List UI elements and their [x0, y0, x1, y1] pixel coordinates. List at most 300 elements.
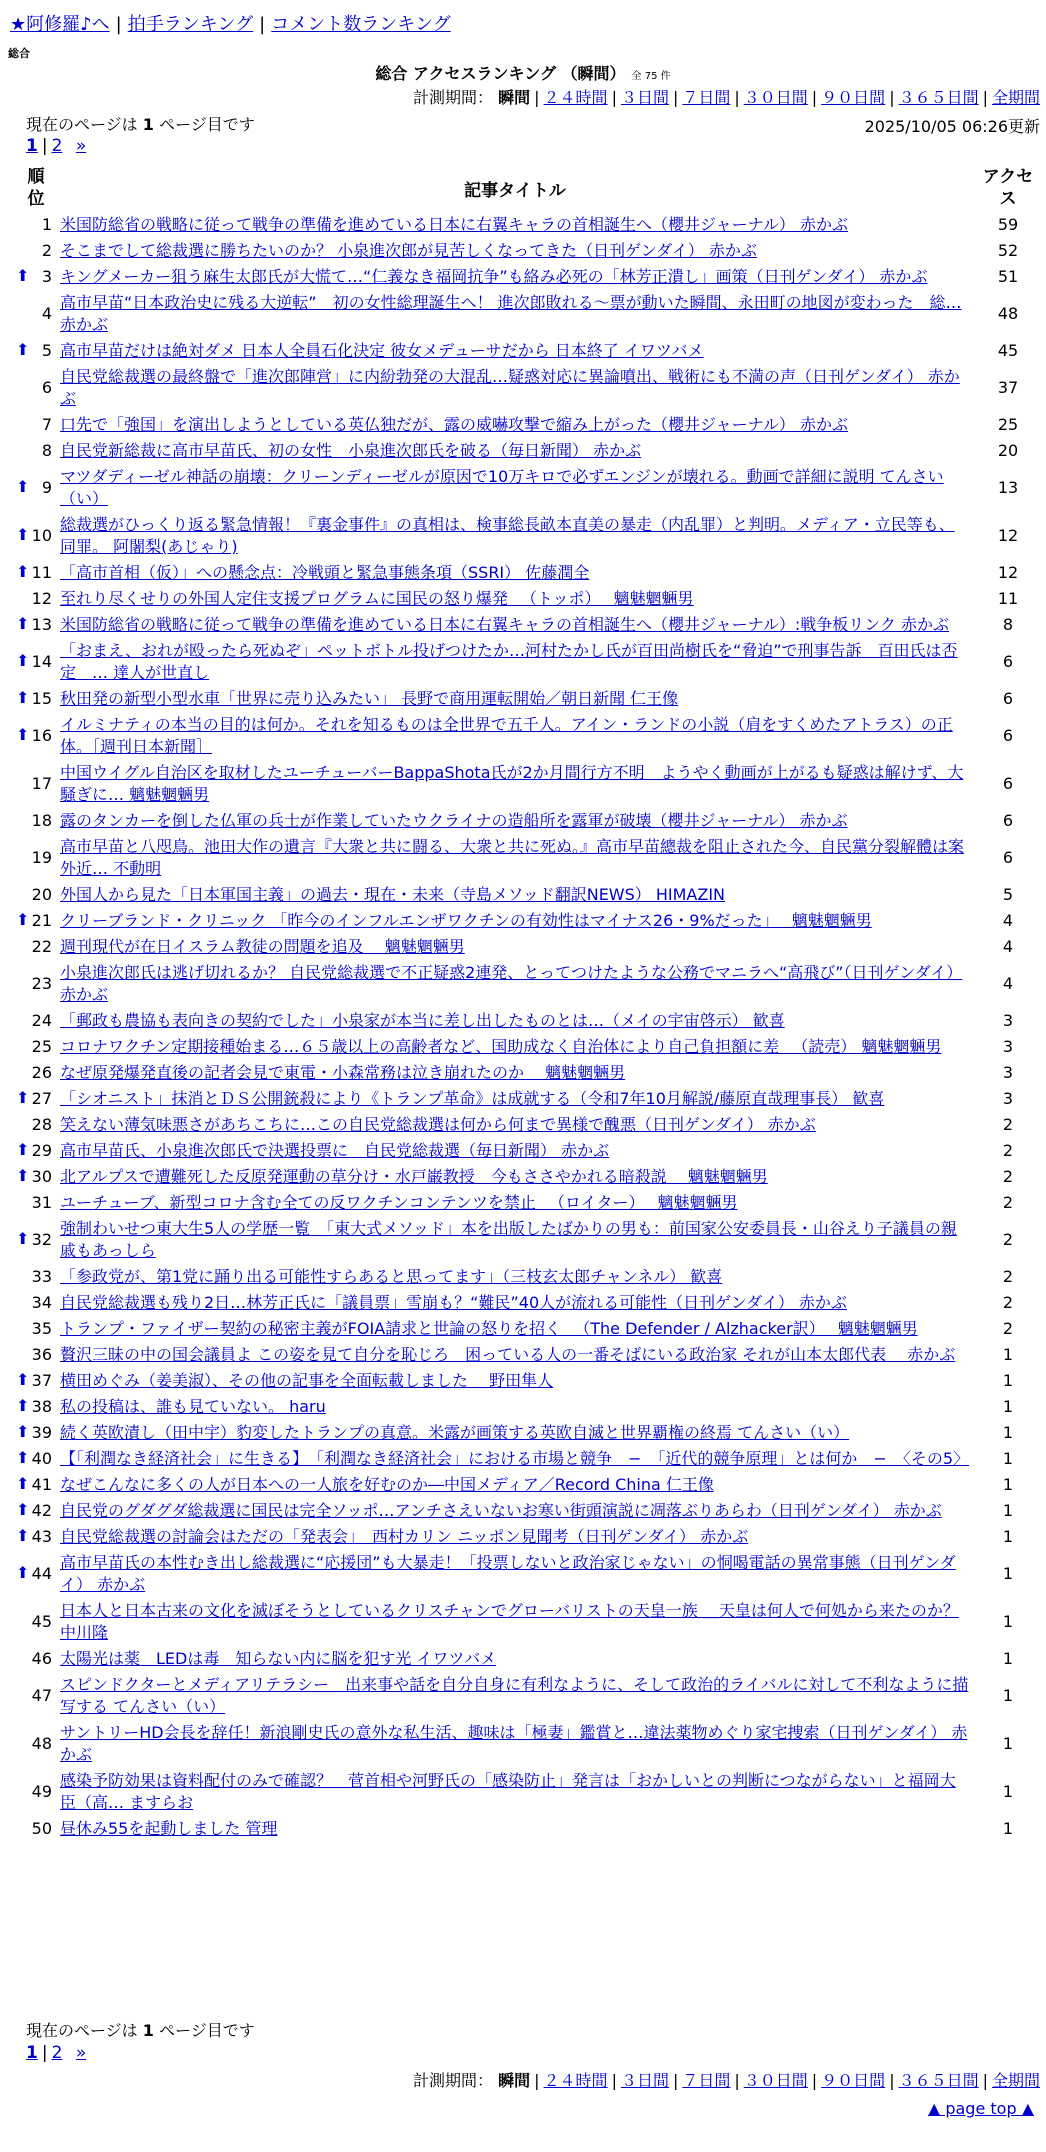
- rank-cell: [16, 1164, 56, 1190]
- rank-cell: [16, 1394, 56, 1420]
- article-title-link[interactable]: 笑えない薄気味悪さがあちこちに…この自民党総裁選は何から何まで異様で醜悪（日刊ゲンダイ） 赤かぶ: [60, 1115, 816, 1134]
- rank-number: 41: [31, 1475, 52, 1494]
- access-count: 4: [1002, 974, 1014, 993]
- rank-cell: [16, 338, 56, 364]
- article-title-link[interactable]: 贅沢三昧の中の国会議員よ この姿を見て自分を恥じろ 困っている人の一番そばにいる政治家 それが山本太郎代表 赤かぶ: [60, 1345, 956, 1364]
- access-count: 1: [1002, 1686, 1014, 1705]
- rank-up-arrow-icon: ⬆: [16, 525, 30, 545]
- comment-ranking-link[interactable]: コメント数ランキング: [271, 14, 451, 35]
- rank-number: 17: [31, 774, 52, 793]
- access-count: 59: [997, 215, 1019, 234]
- rank-number: 25: [31, 1037, 52, 1056]
- article-title-link[interactable]: 横田めぐみ（姜美淑）、その他の記事を全面転載しました 野田隼人: [60, 1371, 554, 1390]
- rank-cell: [16, 808, 56, 834]
- article-title-link[interactable]: イルミナティの本当の目的は何か。それを知るものは全世界で五千人。アイン・ランドの小説（肩をすくめたアトラス）の正体。［週刊日本新聞］: [60, 715, 953, 756]
- article-title-link[interactable]: 露のタンカーを倒した仏軍の兵士が作業していたウクライナの造船所を露軍が破壊（櫻井ジャーナル） 赤かぶ: [60, 811, 848, 830]
- table-row: [16, 1316, 1042, 1342]
- access-count: 5: [1002, 885, 1014, 904]
- article-title-link[interactable]: 北アルプスで遭難死した反原発運動の草分け・水戸巌教授 今もささやかれる暗殺説 魑魅魍魎男: [60, 1167, 768, 1186]
- rank-number: 5: [41, 341, 52, 360]
- table-row: [16, 712, 1042, 760]
- title-cell: [56, 1672, 974, 1720]
- rank-number: 11: [31, 563, 52, 582]
- title-cell: [56, 1008, 974, 1034]
- rank-cell: [16, 1086, 56, 1112]
- access-count: 1: [1002, 1819, 1014, 1838]
- period-365d-link[interactable]: ３６５日間: [898, 88, 979, 107]
- table-row: [16, 808, 1042, 834]
- rank-up-arrow-icon: ⬆: [16, 1526, 30, 1546]
- title-cell: [56, 1264, 974, 1290]
- access-count: 12: [997, 563, 1019, 582]
- access-count: 6: [1002, 848, 1014, 867]
- rank-cell: [16, 1446, 56, 1472]
- title-cell: [56, 1498, 974, 1524]
- table-row: [16, 934, 1042, 960]
- article-title-link[interactable]: 外国人から見た「日本軍国主義」の過去・現在・未来（寺島メソッド翻訳NEWS） HIMAZIN: [60, 885, 726, 904]
- rank-number: 20: [31, 885, 52, 904]
- table-row: [16, 760, 1042, 808]
- table-row: [16, 1112, 1042, 1138]
- article-title-link[interactable]: 自民党新総裁に高市早苗氏、初の女性 小泉進次郎氏を破る（毎日新聞） 赤かぶ: [60, 441, 642, 460]
- table-row: [16, 264, 1042, 290]
- rank-cell: [16, 934, 56, 960]
- article-title-link[interactable]: 至れり尽くせりの外国人定住支援プログラムに国民の怒り爆発 （トッポ） 魑魅魍魎男: [60, 589, 694, 608]
- article-title-link[interactable]: 日本人と日本古来の文化を滅ぼそうとしているクリスチャンでグローバリストの天皇一族 ＿天皇は何人で何処から来たのか？ 中川隆: [60, 1601, 959, 1642]
- article-title-link[interactable]: 小泉進次郎氏は逃げ切れるか？ 自民党総裁選で不正疑惑2連発、とってつけたような公務でマニラへ“高飛び”（日刊ゲンダイ） 赤かぶ: [60, 963, 963, 1004]
- title-cell: [56, 290, 974, 338]
- period-current: 瞬間: [498, 2071, 531, 2090]
- table-row: [16, 1646, 1042, 1672]
- rank-number: 39: [31, 1423, 52, 1442]
- rank-number: 33: [31, 1267, 52, 1286]
- rank-cell: [16, 1498, 56, 1524]
- article-title-link[interactable]: 「シオニスト」抹消とＤＳ公開銃殺により《トランプ革命》は成就する（令和7年10月解説/藤原直哉理事長） 歓喜: [60, 1089, 885, 1108]
- article-title-link[interactable]: 昼休み55を起動しました 管理: [60, 1819, 278, 1838]
- rank-up-arrow-icon: ⬆: [16, 266, 30, 286]
- access-count: 1: [1002, 1397, 1014, 1416]
- title-cell: [56, 1816, 974, 1842]
- period-24h-link[interactable]: ２４時間: [543, 2071, 608, 2090]
- article-title-link[interactable]: 自民党総裁選の討論会はただの「発表会」 西村カリン ニッポン見聞考（日刊ゲンダイ） 赤かぶ: [60, 1527, 749, 1546]
- table-row: [16, 612, 1042, 638]
- title-cell: [56, 586, 974, 612]
- period-all-link[interactable]: 全期間: [991, 2071, 1040, 2090]
- rank-number: 45: [31, 1612, 52, 1631]
- table-row: [16, 1498, 1042, 1524]
- page-info-bottom: 現在のページは 1 ページ目です: [26, 2021, 255, 2040]
- period-current: 瞬間: [498, 88, 531, 107]
- title-cell: [56, 1216, 974, 1264]
- article-title-link[interactable]: 自民党総裁選の最終盤で「進次郎陣営」に内紛勃発の大混乱…疑惑対応に異論噴出、戦術にも不満の声（日刊ゲンダイ） 赤かぶ: [60, 367, 960, 408]
- period-label: 計測期間：: [413, 2071, 494, 2090]
- access-count: 48: [997, 304, 1019, 323]
- table-row: [16, 1216, 1042, 1264]
- rank-cell: [16, 438, 56, 464]
- article-title-link[interactable]: 「おまえ、おれが殴ったら死ぬぞ」ペットボトル投げつけたか…河村たかし氏が百田尚樹氏を“脅迫”で刑事告訴 百田氏は否定 … 達人が世直し: [60, 641, 958, 682]
- title-cell: [56, 212, 974, 238]
- rank-cell: [16, 212, 56, 238]
- clap-ranking-link[interactable]: 拍手ランキング: [127, 14, 254, 35]
- rank-number: 19: [31, 848, 52, 867]
- rank-cell: [16, 1008, 56, 1034]
- article-title-link[interactable]: キングメーカー狙う麻生太郎氏が大慌て…“仁義なき福岡抗争”も絡み必死の「林芳正潰し」画策（日刊ゲンダイ） 赤かぶ: [60, 267, 928, 286]
- rank-cell: [16, 1472, 56, 1498]
- rank-number: 30: [31, 1167, 52, 1186]
- table-row: [16, 1598, 1042, 1646]
- rank-cell: [16, 1672, 56, 1720]
- access-count: 1: [1002, 1564, 1014, 1583]
- article-title-link[interactable]: 高市早苗“日本政治史に残る大逆転” 初の女性総理誕生へ！ 進次郎敗れる〜票が動いた瞬間、永田町の地図が変わった 総… 赤かぶ: [60, 293, 962, 334]
- article-title-link[interactable]: 【「利潤なき経済社会」に生きる】 「利潤なき経済社会」における市場と競争 − 「近代的競争原理」とは何か − 〈その5〉: [60, 1449, 969, 1468]
- article-title-link[interactable]: 自民党総裁選も残り2日…林芳正氏に「議員票」雪崩も？“難民”40人が流れる可能性（日刊ゲンダイ） 赤かぶ: [60, 1293, 847, 1312]
- table-row: [16, 586, 1042, 612]
- rank-number: 36: [31, 1345, 52, 1364]
- rank-up-arrow-icon: ⬆: [16, 1166, 30, 1186]
- period-30d-link[interactable]: ３０日間: [743, 88, 808, 107]
- top-navigation: [10, 10, 451, 36]
- access-count: 3: [1002, 1089, 1014, 1108]
- pager-top: 1 | 2 »: [26, 136, 87, 156]
- rank-cell: [16, 586, 56, 612]
- rank-cell: [16, 1550, 56, 1598]
- rank-number: 14: [31, 652, 52, 671]
- rank-number: 10: [31, 526, 52, 545]
- rank-number: 46: [31, 1649, 52, 1668]
- rank-number: 4: [41, 304, 52, 323]
- title-cell: [56, 1394, 974, 1420]
- title-cell: [56, 364, 974, 412]
- article-title-link[interactable]: ユーチューブ、新型コロナ含む全ての反ワクチンコンテンツを禁止 （ロイター） 魑魅魍魎男: [60, 1193, 738, 1212]
- table-row: [16, 1190, 1042, 1216]
- rank-number: 48: [31, 1734, 52, 1753]
- access-count: 2: [1002, 1115, 1014, 1134]
- table-row: [16, 1394, 1042, 1420]
- rank-number: 22: [31, 937, 52, 956]
- article-title-link[interactable]: 米国防総省の戦略に従って戦争の準備を進めている日本に右翼キャラの首相誕生へ（櫻井ジャーナル）:戦争板リンク 赤かぶ: [60, 615, 950, 634]
- rank-up-arrow-icon: ⬆: [16, 688, 30, 708]
- table-row: [16, 960, 1042, 1008]
- period-selector-bottom: 計測期間： 瞬間 | ２４時間 | ３日間 | ７日間 | ３０日間 | ９０日間 | ３６５日間 | 全期間: [413, 2071, 1040, 2090]
- rank-cell: [16, 512, 56, 560]
- access-count: 2: [1002, 1193, 1014, 1212]
- rank-number: 1: [41, 215, 52, 234]
- pager-bottom: 1 | 2 »: [26, 2043, 87, 2063]
- table-row: [16, 1550, 1042, 1598]
- access-count: 1: [1002, 1782, 1014, 1801]
- table-row: [16, 908, 1042, 934]
- article-title-link[interactable]: トランプ・ファイザー契約の秘密主義がFOIA請求と世論の怒りを招く （The Defender / Alzhacker訳） 魑魅魍魎男: [60, 1319, 918, 1338]
- rank-cell: [16, 760, 56, 808]
- article-title-link[interactable]: 高市早苗だけは絶対ダメ 日本人全員石化決定 彼女メデューサだから 日本終了 イワツバメ: [60, 341, 704, 360]
- access-count: 2: [1002, 1167, 1014, 1186]
- table-header-row: [16, 164, 1042, 212]
- access-count: 1: [1002, 1649, 1014, 1668]
- rank-number: 3: [41, 267, 52, 286]
- table-row: [16, 290, 1042, 338]
- rank-cell: [16, 712, 56, 760]
- title-cell: [56, 1420, 974, 1446]
- table-row: [16, 834, 1042, 882]
- updated-timestamp: 2025/10/05 06:26更新: [864, 117, 1040, 136]
- rank-number: 49: [31, 1782, 52, 1801]
- rank-cell: [16, 1598, 56, 1646]
- title-cell: [56, 1768, 974, 1816]
- rank-cell: [16, 612, 56, 638]
- rank-cell: [16, 364, 56, 412]
- article-title-link[interactable]: サントリーHD会長を辞任！新浪剛史氏の意外な私生活、趣味は「極妻」鑑賞と…違法薬物めぐり家宅捜索（日刊ゲンダイ） 赤かぶ: [60, 1723, 968, 1764]
- table-row: [16, 1720, 1042, 1768]
- article-title-link[interactable]: マツダディーゼル神話の崩壊：クリーンディーゼルが原因で10万キロで必ずエンジンが壊れる。動画で詳細に説明 てんさい（い）: [60, 467, 944, 508]
- period-7d-link[interactable]: ７日間: [682, 2071, 731, 2090]
- rank-cell: [16, 1264, 56, 1290]
- access-count: 3: [1002, 1011, 1014, 1030]
- table-row: [16, 1672, 1042, 1720]
- period-selector-top: 計測期間： 瞬間 | ２４時間 | ３日間 | ７日間 | ３０日間 | ９０日間 | ３６５日間 | 全期間: [413, 88, 1040, 107]
- rank-number: 9: [41, 478, 52, 497]
- pager-next-link[interactable]: »: [75, 2043, 87, 2063]
- title-cell: [56, 464, 974, 512]
- title-cell: [56, 760, 974, 808]
- access-count: 4: [1002, 911, 1014, 930]
- title-cell: [56, 1646, 974, 1672]
- title-cell: [56, 1138, 974, 1164]
- table-row: [16, 412, 1042, 438]
- rank-cell: [16, 464, 56, 512]
- title-cell: [56, 238, 974, 264]
- rank-number: 37: [31, 1371, 52, 1390]
- title-cell: [56, 908, 974, 934]
- article-title-link[interactable]: 総裁選がひっくり返る緊急情報！『裏金事件』の真相は、検事総長畝本直美の暴走（内乱罪）と判明。メディア・立民等も、同罪。 阿闍梨(あじゃり): [60, 515, 955, 556]
- title-cell: [56, 834, 974, 882]
- article-title-link[interactable]: 強制わいせつ東大生5人の学歴一覧 「東大式メソッド」本を出版したばかりの男も：前国家公安委員長・山谷えり子議員の親戚もあっしら: [60, 1219, 957, 1260]
- rank-up-arrow-icon: ⬆: [16, 562, 30, 582]
- title-cell: [56, 1472, 974, 1498]
- rank-up-arrow-icon: ⬆: [16, 1370, 30, 1390]
- access-count: 2: [1002, 1319, 1014, 1338]
- access-count: 6: [1002, 726, 1014, 745]
- rank-cell: [16, 1216, 56, 1264]
- table-row: [16, 1768, 1042, 1816]
- article-title-link[interactable]: なぜこんなに多くの人が日本への一人旅を好むのか―中国メディア／Record China 仁王像: [60, 1475, 714, 1494]
- rank-up-arrow-icon: ⬆: [16, 1396, 30, 1416]
- article-title-link[interactable]: 口先で「強国」を演出しようとしている英仏独だが、露の威嚇攻撃で縮み上がった（櫻井ジャーナル） 赤かぶ: [60, 415, 848, 434]
- article-title-link[interactable]: 高市早苗氏の本性むき出し総裁選に“応援団”も大暴走！「投票しないと政治家じゃない」の恫喝電話の異常事態（日刊ゲンダイ） 赤かぶ: [60, 1553, 956, 1594]
- rank-cell: [16, 238, 56, 264]
- period-24h-link[interactable]: ２４時間: [543, 88, 608, 107]
- rank-up-arrow-icon: ⬆: [16, 910, 30, 930]
- table-row: [16, 438, 1042, 464]
- rank-number: 13: [31, 615, 52, 634]
- period-3d-link[interactable]: ３日間: [620, 2071, 669, 2090]
- article-title-link[interactable]: 「高市首相（仮）」への懸念点：冷戦頭と緊急事態条項（SSRI） 佐藤潤全: [60, 563, 590, 582]
- table-row: [16, 1446, 1042, 1472]
- rank-cell: [16, 264, 56, 290]
- title-cell: [56, 638, 974, 686]
- rank-cell: [16, 686, 56, 712]
- access-count: 2: [1002, 1267, 1014, 1286]
- access-count: 12: [997, 526, 1019, 545]
- rank-number: 24: [31, 1011, 52, 1030]
- article-title-link[interactable]: 太陽光は薬 LEDは毒 知らない内に脳を犯す光 イワツバメ: [60, 1649, 497, 1668]
- pager-next-link[interactable]: »: [75, 136, 87, 156]
- article-title-link[interactable]: 「郵政も農協も表向きの契約でした」小泉家が本当に差し出したものとは…（メイの宇宙啓示） 歓喜: [60, 1011, 785, 1030]
- period-90d-link[interactable]: ９０日間: [821, 88, 886, 107]
- rank-number: 32: [31, 1230, 52, 1249]
- title-cell: [56, 1060, 974, 1086]
- article-title-link[interactable]: 中国ウイグル自治区を取材したユーチューバーBappaShota氏が2か月間行方不明 ようやく動画が上がるも疑惑は解けず、大騒ぎに… 魑魅魍魎男: [60, 763, 964, 804]
- title-cell: [56, 960, 974, 1008]
- access-count: 8: [1002, 615, 1014, 634]
- title-cell: [56, 1190, 974, 1216]
- article-title-link[interactable]: 米国防総省の戦略に従って戦争の準備を進めている日本に右翼キャラの首相誕生へ（櫻井ジャーナル） 赤かぶ: [60, 215, 848, 234]
- rank-number: 8: [41, 441, 52, 460]
- access-count: 2: [1002, 1230, 1014, 1249]
- article-title-link[interactable]: そこまでして総裁選に勝ちたいのか？ 小泉進次郎が見苦しくなってきた（日刊ゲンダイ） 赤かぶ: [60, 241, 757, 260]
- table-row: [16, 638, 1042, 686]
- article-title-link[interactable]: クリーブランド・クリニック 「昨今のインフルエンザワクチンの有効性はマイナス26・9%だった」 魑魅魍魎男: [60, 911, 872, 930]
- rank-cell: [16, 412, 56, 438]
- rank-number: 28: [31, 1115, 52, 1134]
- pager-current-page[interactable]: 1: [26, 136, 38, 156]
- period-7d-link[interactable]: ７日間: [682, 88, 731, 107]
- rank-number: 27: [31, 1089, 52, 1108]
- period-label: 計測期間：: [413, 88, 494, 107]
- access-count: 6: [1002, 689, 1014, 708]
- article-title-link[interactable]: スピンドクターとメディアリテラシー 出来事や話を自分自身に有利なように、そして政治的ライバルに対して不利なように描写する てんさい（い）: [60, 1675, 969, 1716]
- total-count: 全 75 件: [631, 71, 671, 82]
- article-title-link[interactable]: 「参政党が、第1党に踊り出る可能性すらあると思ってます」（三枝玄太郎チャンネル） 歓喜: [60, 1267, 723, 1286]
- ranking-heading: [0, 61, 1046, 84]
- title-cell: [56, 808, 974, 834]
- rank-up-arrow-icon: ⬆: [16, 340, 30, 360]
- table-row: [16, 1472, 1042, 1498]
- title-cell: [56, 1368, 974, 1394]
- access-count: 2: [1002, 1141, 1014, 1160]
- pager-current-page[interactable]: 1: [26, 2043, 38, 2063]
- rank-number: 34: [31, 1293, 52, 1312]
- rank-number: 26: [31, 1063, 52, 1082]
- article-title-link[interactable]: 高市早苗氏、小泉進次郎氏で決選投票に 自民党総裁選（毎日新聞） 赤かぶ: [60, 1141, 610, 1160]
- rank-cell: [16, 1720, 56, 1768]
- article-title-link[interactable]: 続く英欧漬し（田中宇）豹変したトランプの真意。米露が画策する英欧自滅と世界覇権の終焉 てんさい（い）: [60, 1423, 850, 1442]
- rank-number: 2: [41, 241, 52, 260]
- article-title-link[interactable]: コロナワクチン定期接種始まる…６５歳以上の高齢者など、国助成なく自治体により自己負担額に差 （読売） 魑魅魍魎男: [60, 1037, 942, 1056]
- access-count: 6: [1002, 774, 1014, 793]
- period-all-link[interactable]: 全期間: [991, 88, 1040, 107]
- rank-up-arrow-icon: ⬆: [16, 1474, 30, 1494]
- rank-number: 31: [31, 1193, 52, 1212]
- article-title-link[interactable]: 週刊現代が在日イスラム教徒の問題を追及 魑魅魍魎男: [60, 937, 465, 956]
- access-count: 11: [997, 589, 1019, 608]
- table-row: [16, 1420, 1042, 1446]
- rank-up-arrow-icon: ⬆: [16, 1500, 30, 1520]
- rank-cell: [16, 1112, 56, 1138]
- rank-cell: [16, 882, 56, 908]
- access-count: 4: [1002, 937, 1014, 956]
- access-count: 25: [997, 415, 1019, 434]
- access-count: 6: [1002, 811, 1014, 830]
- rank-number: 35: [31, 1319, 52, 1338]
- access-count: 52: [997, 241, 1019, 260]
- access-count: 1: [1002, 1527, 1014, 1546]
- rank-cell: [16, 1290, 56, 1316]
- period-90d-link[interactable]: ９０日間: [821, 2071, 886, 2090]
- pager-page-2-link[interactable]: 2: [51, 136, 63, 156]
- access-count: 1: [1002, 1423, 1014, 1442]
- rank-number: 21: [31, 911, 52, 930]
- title-cell: [56, 412, 974, 438]
- table-row: [16, 1164, 1042, 1190]
- title-cell: [56, 686, 974, 712]
- article-title-link[interactable]: 感染予防効果は資料配付のみで確認？ 菅首相や河野氏の「感染防止」発言は「おかしいとの判断につながらない」と福岡大臣（高… ますらお: [60, 1771, 956, 1812]
- rank-cell: [16, 290, 56, 338]
- title-column-header: 記事タイトル: [464, 180, 566, 201]
- rank-cell: [16, 1060, 56, 1086]
- table-row: [16, 1034, 1042, 1060]
- title-cell: [56, 1316, 974, 1342]
- table-row: [16, 464, 1042, 512]
- rank-up-arrow-icon: ⬆: [16, 1140, 30, 1160]
- table-row: [16, 1290, 1042, 1316]
- title-cell: [56, 712, 974, 760]
- rank-number: 40: [31, 1449, 52, 1468]
- rank-cell: [16, 1138, 56, 1164]
- rank-cell: [16, 834, 56, 882]
- article-title-link[interactable]: 高市早苗と八咫鳥。池田大作の遺言『大衆と共に闘る、大衆と共に死ぬ。』高市早苗總裁を阻止された今、自民黨分裂解體は案外近… 不動明: [60, 837, 965, 878]
- title-cell: [56, 1112, 974, 1138]
- access-count: 1: [1002, 1501, 1014, 1520]
- rank-up-arrow-icon: ⬆: [16, 1229, 30, 1249]
- article-title-link[interactable]: なぜ原発爆発直後の記者会見で東電・小森常務は泣き崩れたのか 魑魅魍魎男: [60, 1063, 626, 1082]
- rank-column-header: 順位: [27, 167, 45, 209]
- article-title-link[interactable]: 自民党のグダグダ総裁選に国民は完全ソッポ…アンチさえいないお寒い街頭演説に凋落ぶりあらわ（日刊ゲンダイ） 赤かぶ: [60, 1501, 942, 1520]
- rank-cell: [16, 1034, 56, 1060]
- period-365d-link[interactable]: ３６５日間: [898, 2071, 979, 2090]
- access-count: 6: [1002, 652, 1014, 671]
- title-cell: [56, 1720, 974, 1768]
- period-3d-link[interactable]: ３日間: [620, 88, 669, 107]
- rank-up-arrow-icon: ⬆: [16, 725, 30, 745]
- access-count: 51: [997, 267, 1019, 286]
- period-30d-link[interactable]: ３０日間: [743, 2071, 808, 2090]
- table-row: [16, 238, 1042, 264]
- title-cell: [56, 1446, 974, 1472]
- rank-cell: [16, 1342, 56, 1368]
- page-title: 総合 アクセスランキング （瞬間）: [375, 64, 626, 83]
- article-title-link[interactable]: 秋田発の新型小型水車「世界に売り込みたい」 長野で商用運転開始／朝日新聞 仁王像: [60, 689, 679, 708]
- table-row: [16, 1008, 1042, 1034]
- table-row: [16, 1264, 1042, 1290]
- table-row: [16, 1342, 1042, 1368]
- rank-cell: [16, 1524, 56, 1550]
- title-cell: [56, 1598, 974, 1646]
- title-cell: [56, 1524, 974, 1550]
- rank-cell: [16, 1646, 56, 1672]
- access-count: 1: [1002, 1734, 1014, 1753]
- article-title-link[interactable]: 私の投稿は、誰も見ていない。 haru: [60, 1397, 326, 1416]
- ranking-rows: [16, 212, 1042, 1842]
- access-count: 13: [997, 478, 1019, 497]
- table-row: [16, 338, 1042, 364]
- table-row: [16, 1816, 1042, 1842]
- category-label: 総合: [8, 47, 30, 60]
- pager-page-2-link[interactable]: 2: [51, 2043, 63, 2063]
- title-cell: [56, 512, 974, 560]
- access-count: 20: [997, 441, 1019, 460]
- asyura-home-link[interactable]: ★阿修羅♪へ: [10, 14, 110, 35]
- page-top-link[interactable]: ▲ page top ▲: [927, 2099, 1034, 2118]
